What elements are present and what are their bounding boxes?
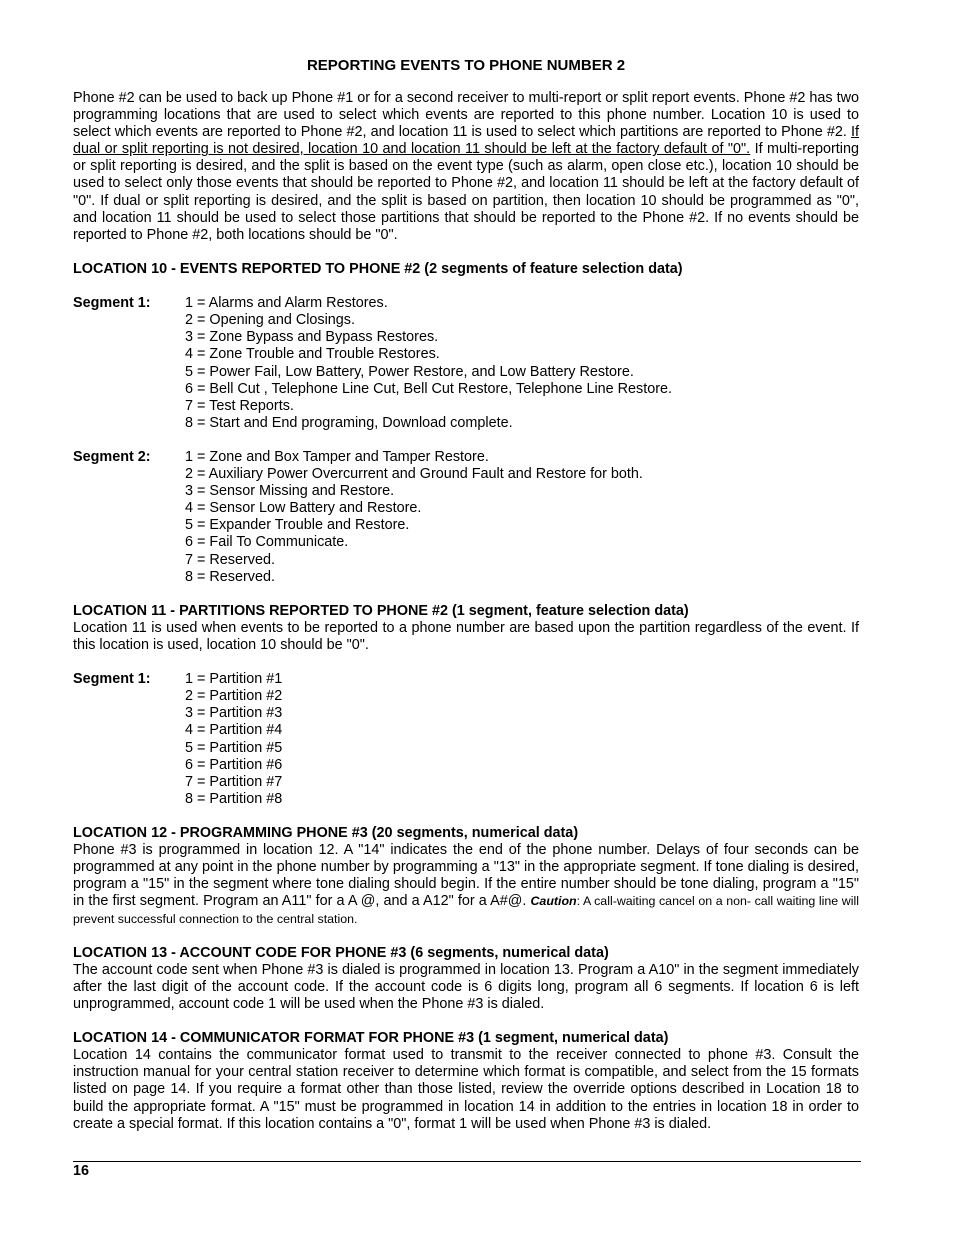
- segment-label: Segment 2:: [73, 448, 151, 465]
- list-item: 7 = Partition #7: [185, 773, 283, 790]
- list-item: 2 = Auxiliary Power Overcurrent and Ground Fault and Restore for both.: [185, 466, 643, 483]
- list-item: 8 = Start and End programing, Download complete.: [185, 414, 513, 431]
- list-item: 6 = Bell Cut , Telephone Line Cut, Bell Cut Restore, Telephone Line Restore.: [185, 380, 673, 397]
- list-item: 1 = Partition #1: [185, 671, 283, 688]
- location-13-text: The account code sent when Phone #3 is dialed is programmed in location 13. Program a A10" in the segment immediately after the last digit of the account code. If the account code is 6 digits long, program all 6 segments. If location 6 is left unprogrammed, account code 1 will be used when the Phone #3 is dialed.: [73, 961, 859, 1012]
- segment-label: Segment 1:: [73, 295, 151, 312]
- list-item: 6 = Partition #6: [185, 756, 283, 773]
- list-item: 5 = Partition #5: [185, 739, 283, 756]
- list-item: 1 = Zone and Box Tamper and Tamper Restore.: [185, 448, 489, 465]
- segment-label: Segment 1:: [73, 671, 151, 688]
- list-item: 5 = Power Fail, Low Battery, Power Restore, and Low Battery Restore.: [185, 363, 634, 380]
- location-11-segment-1: [73, 671, 859, 808]
- list-item: 8 = Reserved.: [185, 568, 275, 585]
- list-item: 3 = Partition #3: [185, 705, 283, 722]
- location-10-heading: LOCATION 10 - EVENTS REPORTED TO PHONE #2 (2 segments of feature selection data): [73, 260, 683, 277]
- page-title: REPORTING EVENTS TO PHONE NUMBER 2: [306, 57, 626, 74]
- intro-paragraph: [73, 90, 859, 244]
- list-item: 2 = Partition #2: [185, 688, 283, 705]
- list-item: 7 = Reserved.: [185, 551, 275, 568]
- list-item: 8 = Partition #8: [185, 790, 283, 807]
- list-item: 4 = Sensor Low Battery and Restore.: [185, 500, 422, 517]
- intro-text-1: Phone #2 can be used to back up Phone #1 or for a second receiver to multi-report or split report events. Phone #2 has two programming locations that are used to select which events are reported to this phone number. Location 10 is used to select which events are reported to Phone #2, and location 11 is used to select which partitions are reported to Phone #2.: [73, 90, 859, 141]
- location-14-text: Location 14 contains the communicator format used to transmit to the receiver connected to phone #3. Consult the instruction manual for your central station receiver to determine which format is compatible, and select from the 15 formats listed on page 14. If you require a format other than those listed, review the override options described in Location 18 to build the appropriate format. A "15" must be programmed in location 14 in addition to the entries in location 18 in order to create a special format. If this location contains a "0", format 1 will be used when Phone #3 is dialed.: [73, 1047, 859, 1132]
- list-item: 2 = Opening and Closings.: [185, 312, 356, 329]
- location-12-heading: LOCATION 12 - PROGRAMMING PHONE #3 (20 segments, numerical data): [73, 825, 579, 842]
- location-12-body: Phone #3 is programmed in location 12. A "14" indicates the end of the phone number. Delays of four seconds can be programmed at any point in the phone number by programming a "13" in the appropriate segment. If tone dialing is desired, program a "15" in the segment where tone dialing should begin. If the entire number should be tone dialing, program a "15" in the first segment. Program an A11" for a A @, and a A12" for a A#@.: [73, 842, 859, 910]
- list-item: 3 = Sensor Missing and Restore.: [185, 483, 395, 500]
- location-14-heading: LOCATION 14 - COMMUNICATOR FORMAT FOR PHONE #3 (1 segment, numerical data): [73, 1030, 669, 1047]
- document-page: [73, 56, 859, 1133]
- segment-list: [185, 449, 859, 586]
- location-12-text: [73, 842, 859, 927]
- list-item: 7 = Test Reports.: [185, 397, 294, 414]
- location-10-segment-2: [73, 449, 859, 586]
- list-item: 4 = Partition #4: [185, 722, 283, 739]
- location-11-heading: LOCATION 11 - PARTITIONS REPORTED TO PHONE #2 (1 segment, feature selection data): [73, 602, 689, 619]
- list-item: 5 = Expander Trouble and Restore.: [185, 517, 410, 534]
- segment-list: [185, 295, 859, 432]
- list-item: 6 = Fail To Communicate.: [185, 534, 349, 551]
- list-item: 3 = Zone Bypass and Bypass Restores.: [185, 329, 439, 346]
- page-number: 16: [73, 1163, 90, 1179]
- caution-text: : A call-waiting cancel on a non- call waiting line will prevent successful connection to the central station.: [73, 894, 859, 926]
- location-13-heading: LOCATION 13 - ACCOUNT CODE FOR PHONE #3 (6 segments, numerical data): [73, 944, 609, 961]
- page-footer: [73, 1161, 861, 1180]
- list-item: 4 = Zone Trouble and Trouble Restores.: [185, 346, 440, 363]
- caution-label: Caution: [530, 894, 577, 909]
- location-10-segment-1: [73, 295, 859, 432]
- segment-list: [185, 671, 859, 808]
- list-item: 1 = Alarms and Alarm Restores.: [185, 295, 388, 312]
- location-11-text: Location 11 is used when events to be reported to a phone number are based upon the partition regardless of the event. If this location is used, location 10 should be "0".: [73, 619, 859, 653]
- intro-underlined-text: If dual or split reporting is not desired, location 10 and location 11 should be left at the factory default of "0".: [73, 124, 859, 158]
- intro-text-2: If multi-reporting or split reporting is desired, and the split is based on the event type (such as alarm, open close etc.), location 10 should be used to select only those events that should be reported to Phone #2, and location 11 should be left at the factory default of "0". If dual or split reporting is desired, and the split is based on partition, then location 10 should be programmed as "0", and location 11 should be used to select those partitions that should be reported to the Phone #2. If no events should be reported to Phone #2, both locations should be "0".: [73, 141, 860, 243]
